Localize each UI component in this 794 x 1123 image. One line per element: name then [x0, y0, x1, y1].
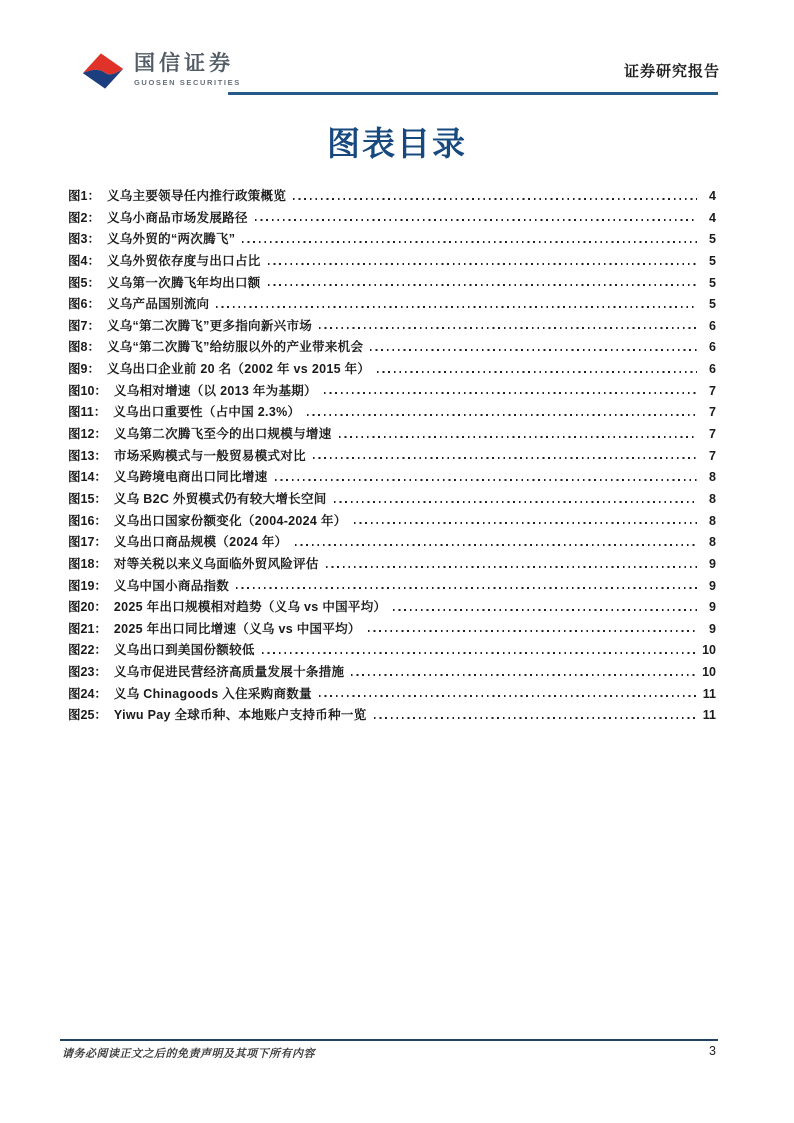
toc-entry-title: 义乌第一次腾飞年均出口额	[106, 275, 261, 290]
toc-entry-title: 义乌跨境电商出口同比增速	[113, 470, 268, 485]
toc-entry-title: 2025 年出口规模相对趋势（义乌 vs 中国平均）	[113, 600, 387, 615]
toc-entry-title: 市场采购模式与一般贸易模式对比	[113, 448, 306, 463]
toc-entry-title: 义乌 Chinagoods 入住采购商数量	[113, 686, 312, 701]
toc-entry-title: 义乌产品国别流向	[106, 297, 210, 312]
toc-entry-title: 义乌第二次腾飞至今的出口规模与增速	[113, 427, 332, 442]
toc-entry-label: 图8：	[68, 340, 100, 355]
figure-toc	[68, 186, 716, 727]
brand-name-cn: 国信证券	[134, 52, 234, 75]
toc-leader-dots	[242, 241, 697, 243]
toc-leader-dots	[326, 566, 697, 568]
toc-entry[interactable]	[68, 619, 716, 641]
toc-leader-dots	[334, 501, 697, 503]
toc-entry-title: 义乌主要领导任内推行政策概览	[106, 189, 287, 203]
toc-entry-label: 图13：	[68, 448, 107, 463]
toc-entry-page: 9	[709, 600, 716, 615]
toc-entry[interactable]	[68, 359, 716, 381]
toc-entry-label: 图23：	[68, 665, 107, 680]
toc-entry-label: 图14：	[68, 470, 107, 485]
toc-leader-dots	[319, 327, 697, 329]
toc-entry[interactable]	[68, 294, 716, 316]
toc-entry-page: 6	[709, 362, 716, 377]
toc-entry[interactable]	[68, 597, 716, 619]
toc-entry-title: 义乌出口企业前 20 名（2002 年 vs 2015 年）	[106, 362, 371, 377]
toc-entry-page: 6	[709, 340, 716, 355]
toc-entry-page: 11	[702, 686, 716, 701]
toc-entry-title: 义乌小商品市场发展路径	[106, 210, 248, 225]
toc-entry-label: 图7：	[68, 318, 100, 333]
toc-entry-label: 图16：	[68, 513, 107, 528]
toc-entry-label: 图3：	[68, 232, 100, 247]
toc-entry-label: 图21：	[68, 621, 107, 636]
toc-entry-title: 对等关税以来义乌面临外贸风险评估	[113, 556, 319, 571]
toc-entry[interactable]	[68, 554, 716, 576]
toc-entry-page: 6	[709, 318, 716, 333]
toc-leader-dots	[377, 371, 697, 373]
toc-entry[interactable]	[68, 424, 716, 446]
toc-entry[interactable]	[68, 337, 716, 359]
toc-entry[interactable]	[68, 381, 716, 403]
toc-entry-page: 5	[709, 275, 716, 290]
toc-entry-label: 图12：	[68, 427, 107, 442]
toc-leader-dots	[351, 674, 697, 676]
toc-leader-dots	[216, 306, 697, 308]
toc-entry-page: 9	[709, 621, 716, 636]
toc-leader-dots	[393, 609, 697, 611]
toc-entry-title: 义乌“第二次腾飞”更多指向新兴市场	[106, 318, 313, 333]
toc-entry-page: 4	[709, 210, 716, 225]
toc-leader-dots	[255, 219, 697, 221]
brand-text-block	[134, 50, 241, 87]
toc-entry-page: 7	[709, 405, 716, 420]
toc-entry-title: 义乌外贸的“两次腾飞”	[106, 232, 236, 247]
header-divider	[228, 92, 718, 95]
toc-leader-dots	[295, 544, 698, 546]
toc-leader-dots	[268, 284, 697, 286]
toc-entry-label: 图18：	[68, 556, 107, 571]
toc-leader-dots	[324, 392, 697, 394]
toc-entry-page: 11	[702, 708, 716, 723]
toc-entry-page: 8	[709, 513, 716, 528]
toc-entry[interactable]	[68, 662, 716, 684]
toc-entry-label: 图2：	[68, 210, 100, 225]
toc-entry-page: 8	[709, 491, 716, 506]
footer-disclaimer: 请务必阅读正文之后的免责声明及其项下所有内容	[62, 1048, 315, 1060]
toc-entry-title: 义乌出口国家份额变化（2004-2024 年）	[113, 513, 347, 528]
toc-entry[interactable]	[68, 532, 716, 554]
toc-entry-title: 义乌市促进民营经济高质量发展十条措施	[113, 665, 345, 680]
toc-entry-page: 8	[709, 535, 716, 550]
toc-entry-label: 图22：	[68, 643, 107, 658]
toc-leader-dots	[368, 630, 697, 632]
toc-leader-dots	[307, 414, 697, 416]
toc-entry-page: 5	[709, 232, 716, 247]
toc-entry[interactable]	[68, 208, 716, 230]
toc-entry[interactable]	[68, 640, 716, 662]
toc-entry-label: 图11：	[68, 405, 107, 420]
toc-entry-page: 10	[702, 665, 716, 680]
toc-entry[interactable]	[68, 446, 716, 468]
toc-entry-title: 义乌“第二次腾飞”给纺服以外的产业带来机会	[106, 340, 364, 355]
brand-name-en: GUOSEN SECURITIES	[134, 78, 241, 88]
toc-entry-label: 图9：	[68, 362, 100, 377]
toc-entry-page: 9	[709, 578, 716, 593]
footer-divider	[60, 1039, 718, 1041]
toc-entry-title: 义乌出口商品规模（2024 年）	[113, 535, 288, 550]
toc-entry-page: 4	[709, 189, 716, 203]
toc-entry-page: 7	[709, 448, 716, 463]
toc-entry[interactable]	[68, 511, 716, 533]
toc-entry-label: 图5：	[68, 275, 100, 290]
toc-entry-title: Yiwu Pay 全球币种、本地账户支持币种一览	[113, 708, 367, 723]
toc-leader-dots	[293, 198, 697, 200]
toc-entry-page: 5	[709, 297, 716, 312]
toc-entry-title: 义乌相对增速（以 2013 年为基期）	[113, 383, 317, 398]
toc-entry-page: 8	[709, 470, 716, 485]
toc-leader-dots	[354, 522, 697, 524]
toc-entry-title: 义乌 B2C 外贸模式仍有较大增长空间	[113, 491, 327, 506]
toc-entry-title: 2025 年出口同比增速（义乌 vs 中国平均）	[113, 621, 361, 636]
toc-entry[interactable]	[68, 705, 716, 727]
toc-entry-page: 7	[709, 427, 716, 442]
toc-entry-page: 10	[702, 643, 716, 658]
guosen-logo-icon	[78, 50, 128, 92]
toc-entry[interactable]	[68, 402, 716, 424]
guosen-logo	[78, 50, 241, 92]
toc-entry-label: 图4：	[68, 253, 100, 268]
toc-entry-label: 图20：	[68, 600, 107, 615]
toc-entry-title: 义乌出口到美国份额较低	[113, 643, 255, 658]
toc-entry-label: 图17：	[68, 535, 107, 550]
toc-entry-label: 图6：	[68, 297, 100, 312]
toc-entry-label: 图19：	[68, 578, 107, 593]
toc-entry[interactable]	[68, 576, 716, 598]
toc-entry-label: 图25：	[68, 708, 107, 723]
toc-leader-dots	[236, 587, 697, 589]
toc-entry[interactable]	[68, 273, 716, 295]
toc-entry[interactable]	[68, 251, 716, 273]
toc-leader-dots	[313, 457, 697, 459]
toc-entry[interactable]	[68, 684, 716, 706]
toc-entry-page: 9	[709, 556, 716, 571]
toc-leader-dots	[275, 479, 697, 481]
page-number: 3	[709, 1044, 716, 1058]
toc-entry-label: 图24：	[68, 686, 107, 701]
toc-leader-dots	[268, 263, 697, 265]
page-title: 图表目录	[327, 125, 467, 162]
toc-entry[interactable]	[68, 467, 716, 489]
toc-entry-label: 图1：	[68, 189, 100, 203]
toc-entry-page: 7	[709, 383, 716, 398]
toc-entry-page: 5	[709, 253, 716, 268]
toc-entry-label: 图10：	[68, 383, 107, 398]
toc-entry[interactable]	[68, 316, 716, 338]
toc-entry-label: 图15：	[68, 491, 107, 506]
toc-entry[interactable]	[68, 489, 716, 511]
toc-leader-dots	[262, 652, 697, 654]
toc-entry[interactable]	[68, 186, 716, 208]
toc-leader-dots	[339, 436, 697, 438]
toc-entry-title: 义乌出口重要性（占中国 2.3%）	[113, 405, 301, 420]
toc-entry-title: 义乌外贸依存度与出口占比	[106, 253, 261, 268]
toc-leader-dots	[370, 349, 697, 351]
toc-leader-dots	[374, 717, 698, 719]
toc-leader-dots	[319, 695, 697, 697]
toc-entry-title: 义乌中国小商品指数	[113, 578, 230, 593]
report-type-label: 证券研究报告	[623, 63, 720, 80]
toc-entry[interactable]	[68, 229, 716, 251]
